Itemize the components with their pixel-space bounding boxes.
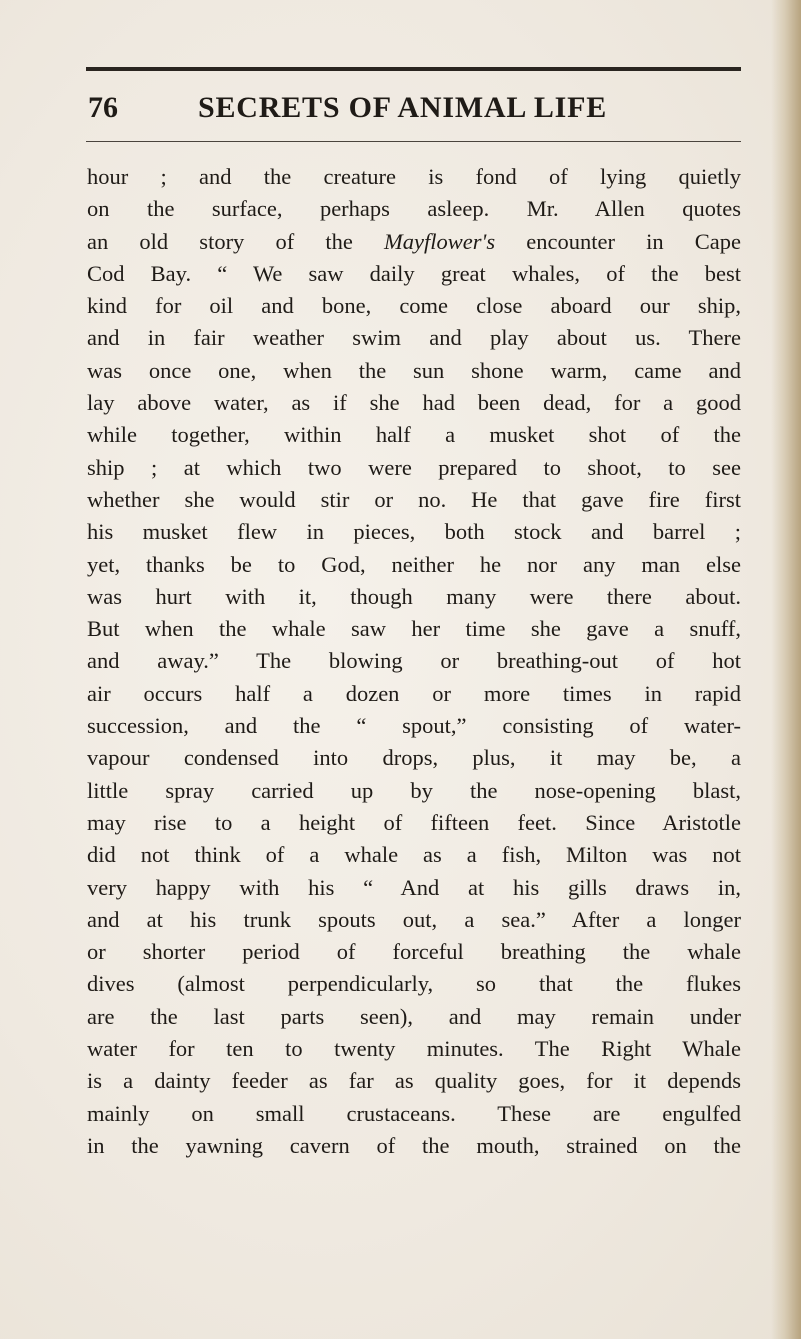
text-line: little spray carried up by the nose-opening blast, — [87, 777, 741, 803]
page-header — [0, 90, 801, 130]
text-line: an old story of the Mayflower's encounter in Cape — [87, 228, 742, 254]
text-line: is a dainty feeder as far as quality goes, for it depends — [87, 1068, 741, 1094]
page-number: 76 — [88, 91, 118, 124]
text-line: in the yawning cavern of the mouth, strained on the — [87, 1132, 741, 1158]
text-line: and at his trunk spouts out, a sea.” After a longer — [87, 906, 741, 932]
text-line: ship ; at which two were prepared to shoot, to see — [87, 454, 741, 480]
text-line: did not think of a whale as a fish, Milton was not — [87, 842, 741, 868]
text-line: are the last parts seen), and may remain under — [87, 1003, 741, 1029]
text-line: hour ; and the creature is fond of lying quietly — [87, 164, 741, 189]
text-line: on the surface, perhaps asleep. Mr. Allen quotes — [87, 196, 741, 222]
text-line: or shorter period of forceful breathing the whale — [87, 939, 741, 965]
text-line: his musket flew in pieces, both stock and barrel ; — [87, 519, 741, 545]
text-line: and in fair weather swim and play about us. There — [87, 325, 741, 351]
text-line: dives (almost perpendicularly, so that the flukes — [87, 971, 741, 997]
header-top-rule — [86, 67, 741, 71]
text-line: was hurt with it, though many were there about. — [87, 583, 741, 609]
page-edge-shadow — [771, 0, 801, 1339]
italic-ship-name: Mayflower's — [384, 228, 496, 254]
header-bottom-rule — [86, 141, 741, 142]
text-line: was once one, when the sun shone warm, came and — [87, 357, 741, 383]
text-line: succession, and the “ spout,” consisting of water- — [87, 713, 741, 739]
body-paragraph — [87, 161, 741, 1162]
text-line: air occurs half a dozen or more times in rapid — [87, 680, 741, 706]
running-title: SECRETS OF ANIMAL LIFE — [198, 91, 608, 124]
text-line: may rise to a height of fifteen feet. Since Aristotle — [87, 809, 741, 835]
text-line: and away.” The blowing or breathing-out of hot — [87, 648, 741, 674]
text-line: very happy with his “ And at his gills draws in, — [87, 874, 741, 900]
text-line: yet, thanks be to God, neither he nor any man else — [87, 551, 741, 577]
text-line: Cod Bay. “ We saw daily great whales, of the best — [87, 260, 741, 286]
text-line: while together, within half a musket shot of the — [87, 422, 741, 448]
text-line: kind for oil and bone, come close aboard our ship, — [87, 293, 741, 319]
text-line: lay above water, as if she had been dead, for a good — [87, 390, 741, 416]
text-line: water for ten to twenty minutes. The Right Whale — [87, 1036, 741, 1062]
text-line: whether she would stir or no. He that gave fire first — [87, 486, 741, 512]
text-line: vapour condensed into drops, plus, it may be, a — [87, 745, 741, 771]
text-line: But when the whale saw her time she gave a snuff, — [87, 616, 741, 642]
text-line: mainly on small crustaceans. These are engulfed — [87, 1100, 741, 1126]
